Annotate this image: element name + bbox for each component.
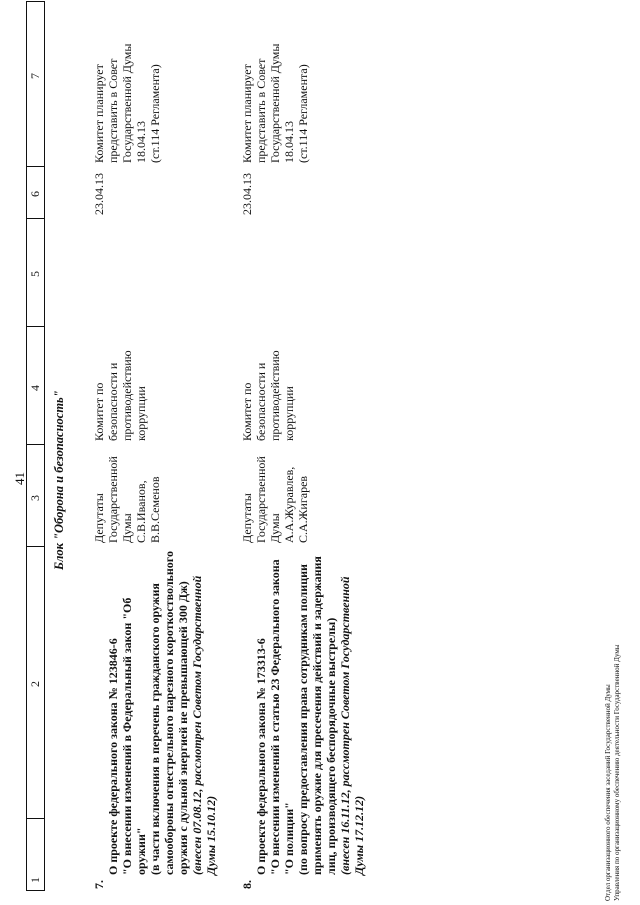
col-divider [26,1,44,2]
row-number: 7. [92,880,106,889]
col-divider [26,218,44,219]
col-divider [26,546,44,547]
page-number: 41 [12,472,27,485]
col-number-6: 6 [28,191,42,197]
row-note: Комитет планирует представить в Совет Государственной Думы 18.04.13 (ст.114 Регламента) [240,43,310,163]
bill-note: (внесен 07.08.12, рассмотрен Советом Государственной Думы 15.10.12) [190,575,218,875]
row-committee: Комитет по безопасности и противодействию коррупции [92,350,148,441]
footer-line-2: Управления по организационному обеспечению деятельности Государственной Думы [613,644,621,901]
col-divider [26,890,44,891]
row-bill-description [240,549,380,875]
row-initiators: Депутаты Государственной Думы С.В.Иванов, В.В.Семенов [92,456,162,543]
col-divider [26,166,44,167]
row-note: Комитет планирует представить в Совет Государственной Думы 18.04.13 (ст.114 Регламента) [92,43,162,163]
bill-title: О проекте федерального закона № 173313-6 "О внесении изменений в статью 23 Федерального закона "О полиции" (по вопросу предоставления права сотрудникам полиции применять оружие для пресечения действий и задержания лиц, производящего беспорядочные выстрелы) [254,556,338,875]
bill-note: (внесен 16.11.12, рассмотрен Советом Государственной Думы 17.12.12) [338,576,366,875]
footer-line-1: Отдел организационного обеспечения заседаний Государственной Думы [604,684,612,901]
col-number-4: 4 [28,385,42,391]
block-heading: Блок "Оборона и безопасность" [52,390,66,570]
col-number-2: 2 [28,681,42,687]
row-committee: Комитет по безопасности и противодействию коррупции [240,350,296,441]
col-number-3: 3 [28,495,42,501]
col-number-7: 7 [28,73,42,79]
col-number-5: 5 [28,271,42,277]
bill-title: О проекте федерального закона № 123846-6 "О внесении изменений в Федеральный закон "Об оружии" (в части включения в перечень гражданского оружия самообороны огнестрельного нарезного короткоствольного оружия с дульной энергией не превышающей 300 Дж) [106,551,190,875]
col-divider [26,326,44,327]
header-bottom-line [44,1,45,891]
col-divider [26,444,44,445]
row-initiators: Депутаты Государственной Думы А.А.Журавлев, С.А.Жигарев [240,456,310,543]
header-top-line [26,1,27,891]
row-date: 23.04.13 [92,173,106,215]
row-date: 23.04.13 [240,173,254,215]
footer [604,301,622,901]
col-divider [26,818,44,819]
row-bill-description [92,549,232,875]
col-number-1: 1 [28,877,42,883]
row-number: 8. [240,880,254,889]
